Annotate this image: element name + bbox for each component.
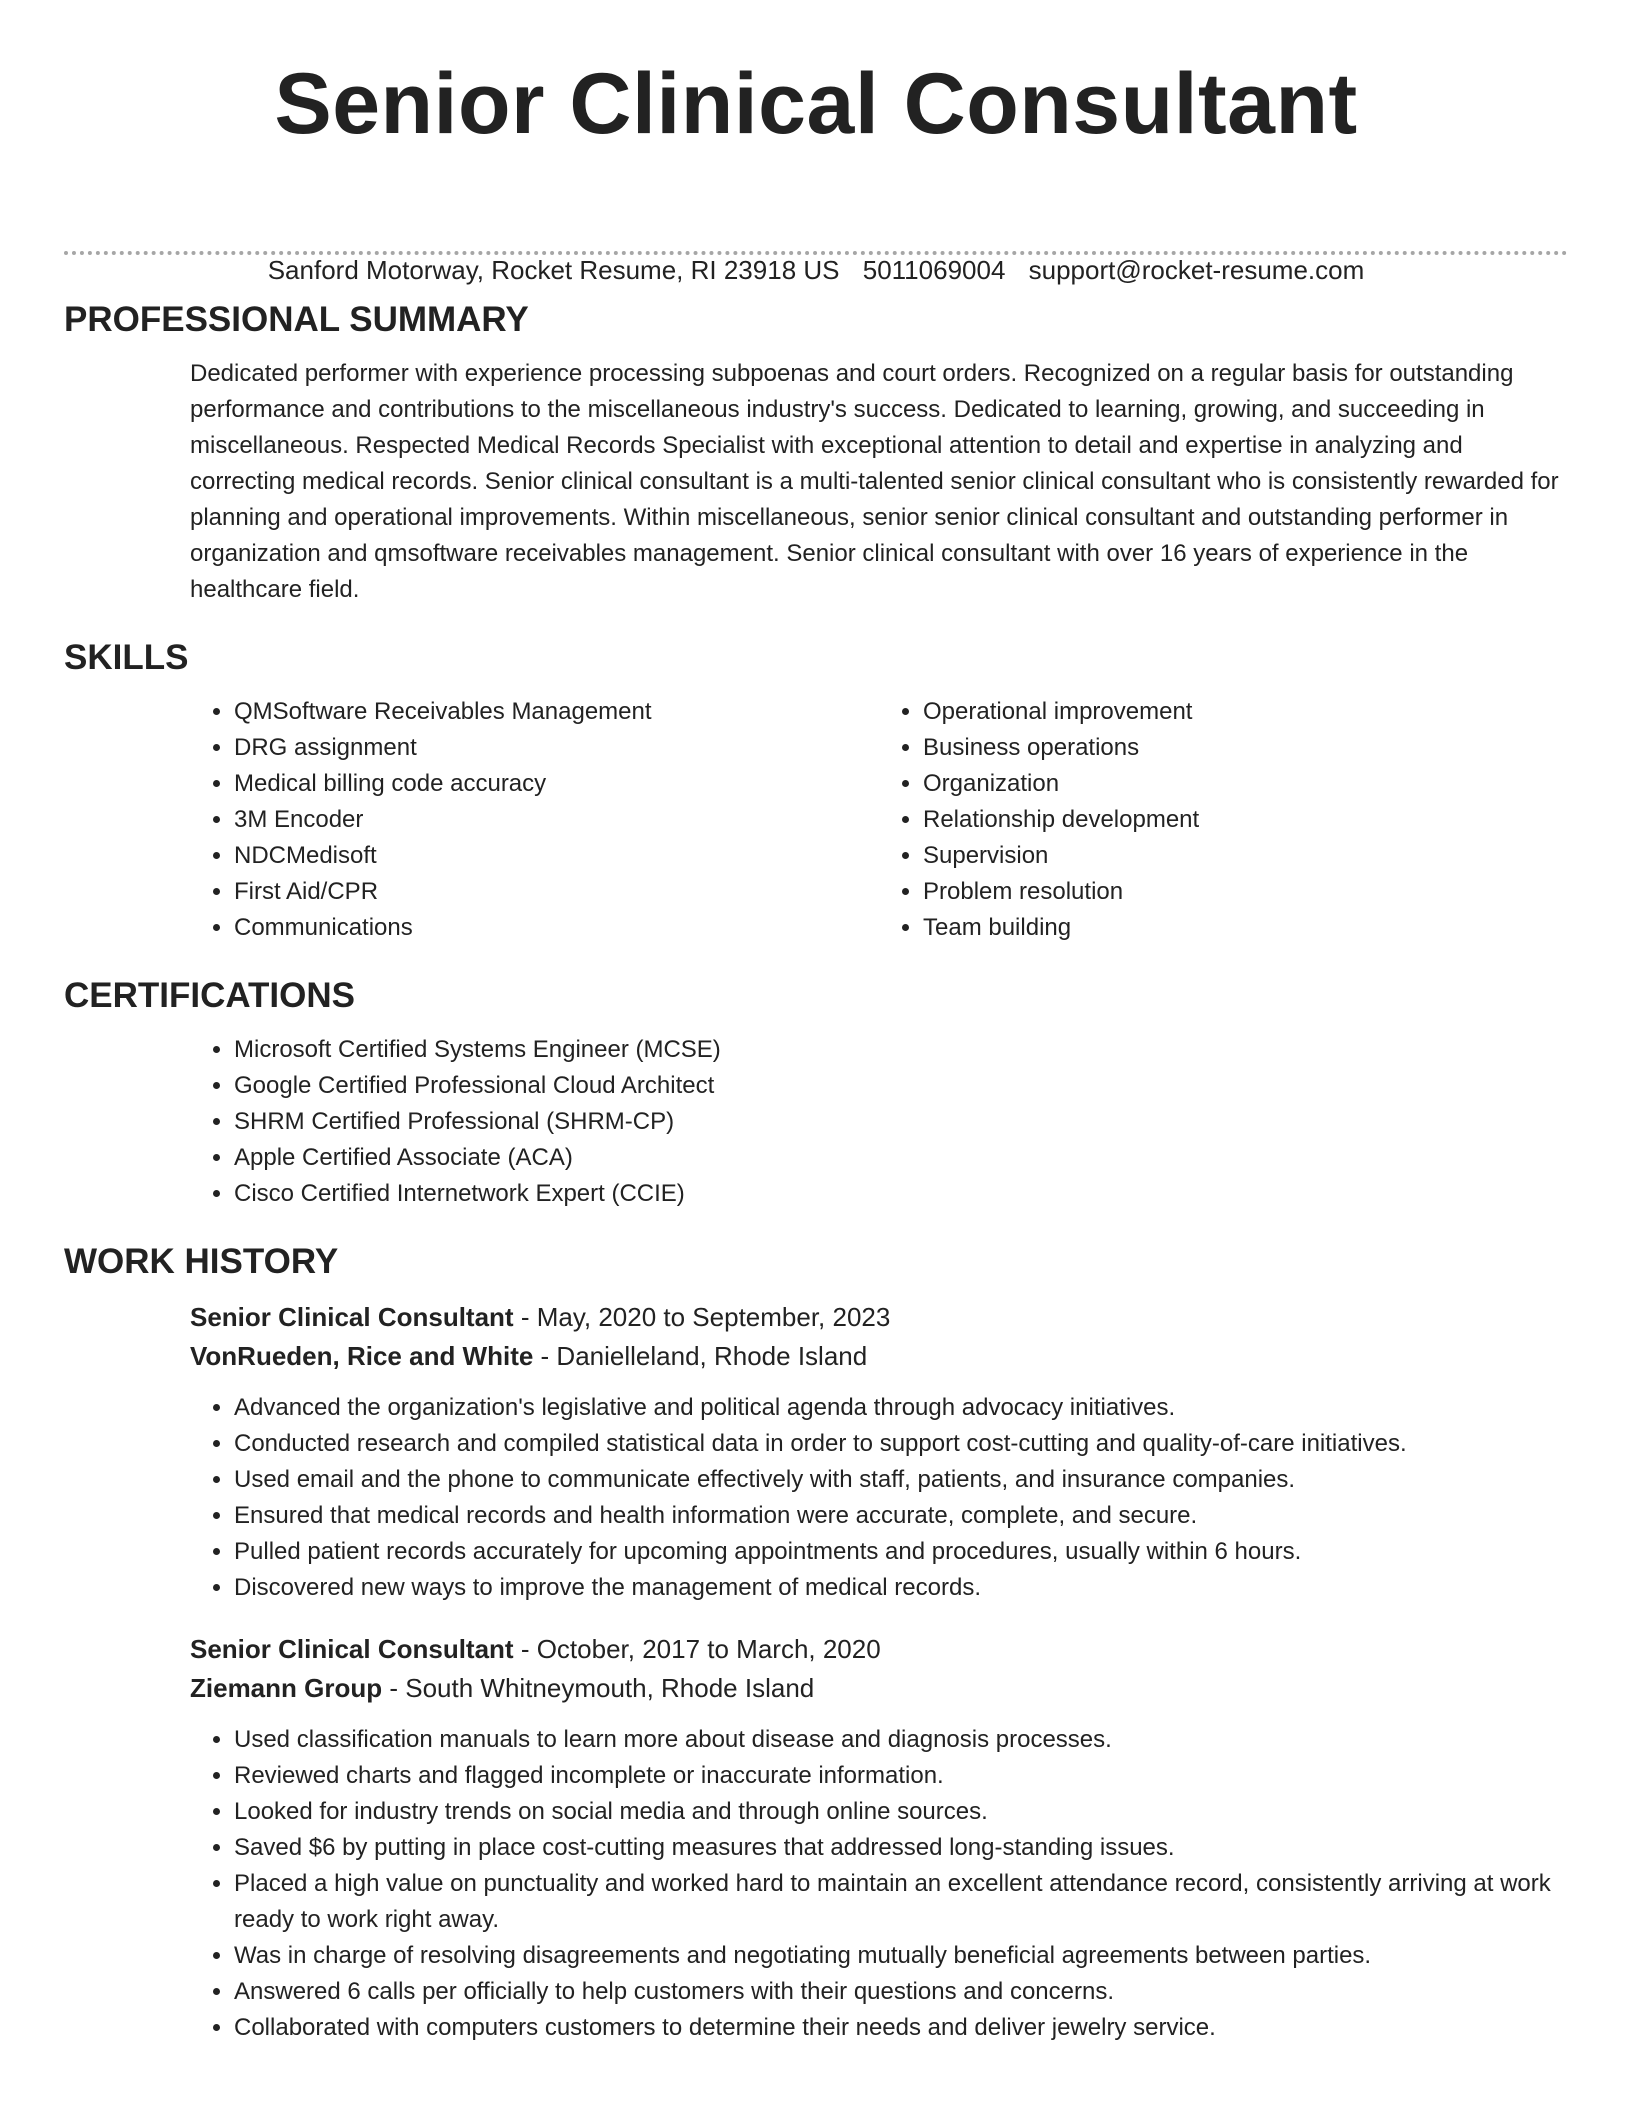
job-title-line xyxy=(64,1630,1568,1669)
job-bullet: • Saved $6 by putting in place cost-cutting measures that addressed long-standing issues. xyxy=(234,1830,1568,1866)
job-title: Senior Clinical Consultant xyxy=(190,1634,514,1664)
job-location: - South Whitneymouth, Rhode Island xyxy=(382,1673,815,1703)
skill-item: • First Aid/CPR xyxy=(234,874,879,910)
job-entry xyxy=(64,1298,1568,1606)
skill-item: • DRG assignment xyxy=(234,730,879,766)
job-location: - Danielleland, Rhode Island xyxy=(533,1341,868,1371)
skill-item: • Organization xyxy=(923,766,1568,802)
certification-item: • Google Certified Professional Cloud Architect xyxy=(234,1068,1568,1104)
summary-heading: PROFESSIONAL SUMMARY xyxy=(64,300,529,339)
skill-item: • NDCMedisoft xyxy=(234,838,879,874)
job-bullets xyxy=(64,1390,1568,1606)
job-company: VonRueden, Rice and White xyxy=(190,1341,534,1371)
skill-item: • 3M Encoder xyxy=(234,802,879,838)
contact-line xyxy=(0,252,1632,288)
contact-email: support@rocket-resume.com xyxy=(1028,255,1365,285)
skill-item: • Business operations xyxy=(923,730,1568,766)
header-divider xyxy=(64,251,1568,255)
job-bullet: • Used classification manuals to learn more about disease and diagnosis processes. xyxy=(234,1722,1568,1758)
skills-columns xyxy=(64,694,1568,946)
skill-item: • QMSoftware Receivables Management xyxy=(234,694,879,730)
job-bullet: • Looked for industry trends on social media and through online sources. xyxy=(234,1794,1568,1830)
job-title-line xyxy=(64,1298,1568,1337)
job-bullets xyxy=(64,1722,1568,2046)
certification-item: • Microsoft Certified Systems Engineer (MCSE) xyxy=(234,1032,1568,1068)
job-bullet: • Answered 6 calls per officially to help customers with their questions and concerns. xyxy=(234,1974,1568,2010)
job-dates: - October, 2017 to March, 2020 xyxy=(513,1634,881,1664)
job-bullet: • Used email and the phone to communicate effectively with staff, patients, and insurance companies. xyxy=(234,1462,1568,1498)
skill-item: • Medical billing code accuracy xyxy=(234,766,879,802)
skills-section xyxy=(64,634,1568,946)
skill-item: • Operational improvement xyxy=(923,694,1568,730)
certifications-list xyxy=(64,1032,1568,1212)
job-bullet: • Collaborated with computers customers to determine their needs and deliver jewelry service. xyxy=(234,2010,1568,2046)
certifications-heading: CERTIFICATIONS xyxy=(64,976,356,1015)
skill-item: • Communications xyxy=(234,910,879,946)
job-dates: - May, 2020 to September, 2023 xyxy=(513,1302,891,1332)
summary-text: Dedicated performer with experience processing subpoenas and court orders. Recognized on a regular basis for outstanding performance and contributions to the miscellaneous industry's success. Dedicated to learning, growing, and succeeding in miscellaneous. Respected Medical Records Specialist with exceptional attention to detail and expertise in analyzing and correcting medical records. Senior clinical consultant is a multi-talented senior clinical consultant who is consistently rewarded for planning and operational improvements. Within miscellaneous, senior senior clinical consultant and outstanding performer in organization and qmsoftware receivables management. Senior clinical consultant with over 16 years of experience in the healthcare field. xyxy=(190,360,1559,603)
skills-left-list xyxy=(64,694,879,946)
certifications-section xyxy=(64,972,1568,1212)
skill-item: • Problem resolution xyxy=(923,874,1568,910)
job-title: Senior Clinical Consultant xyxy=(190,1302,514,1332)
work-history-heading: WORK HISTORY xyxy=(64,1242,339,1281)
job-company: Ziemann Group xyxy=(190,1673,383,1703)
skill-item: • Relationship development xyxy=(923,802,1568,838)
contact-phone: 5011069004 xyxy=(862,255,1006,285)
job-entry xyxy=(64,1630,1568,2046)
certification-item: • Cisco Certified Internetwork Expert (CCIE) xyxy=(234,1176,1568,1212)
resume-title: Senior Clinical Consultant xyxy=(274,56,1358,152)
skill-item: • Team building xyxy=(923,910,1568,946)
certification-item: • Apple Certified Associate (ACA) xyxy=(234,1140,1568,1176)
job-company-line xyxy=(64,1669,1568,1708)
certification-item: • SHRM Certified Professional (SHRM-CP) xyxy=(234,1104,1568,1140)
job-bullet: • Advanced the organization's legislative and political agenda through advocacy initiatives. xyxy=(234,1390,1568,1426)
resume-content xyxy=(64,296,1568,2070)
skill-item: • Supervision xyxy=(923,838,1568,874)
contact-address: Sanford Motorway, Rocket Resume, RI 23918 US xyxy=(267,255,840,285)
work-history-section xyxy=(64,1238,1568,2046)
skills-right-list xyxy=(879,694,1568,946)
job-bullet: • Placed a high value on punctuality and worked hard to maintain an excellent attendance record, consistently arriving at work ready to work right away. xyxy=(234,1866,1568,1938)
job-bullet: • Discovered new ways to improve the management of medical records. xyxy=(234,1570,1568,1606)
job-company-line xyxy=(64,1337,1568,1376)
job-bullet: • Ensured that medical records and health information were accurate, complete, and secure. xyxy=(234,1498,1568,1534)
job-bullet: • Conducted research and compiled statistical data in order to support cost-cutting and quality-of-care initiatives. xyxy=(234,1426,1568,1462)
job-bullet: • Was in charge of resolving disagreements and negotiating mutually beneficial agreements between parties. xyxy=(234,1938,1568,1974)
skills-heading: SKILLS xyxy=(64,638,189,677)
job-bullet: • Pulled patient records accurately for upcoming appointments and procedures, usually within 6 hours. xyxy=(234,1534,1568,1570)
summary-section xyxy=(64,296,1568,608)
job-bullet: • Reviewed charts and flagged incomplete or inaccurate information. xyxy=(234,1758,1568,1794)
